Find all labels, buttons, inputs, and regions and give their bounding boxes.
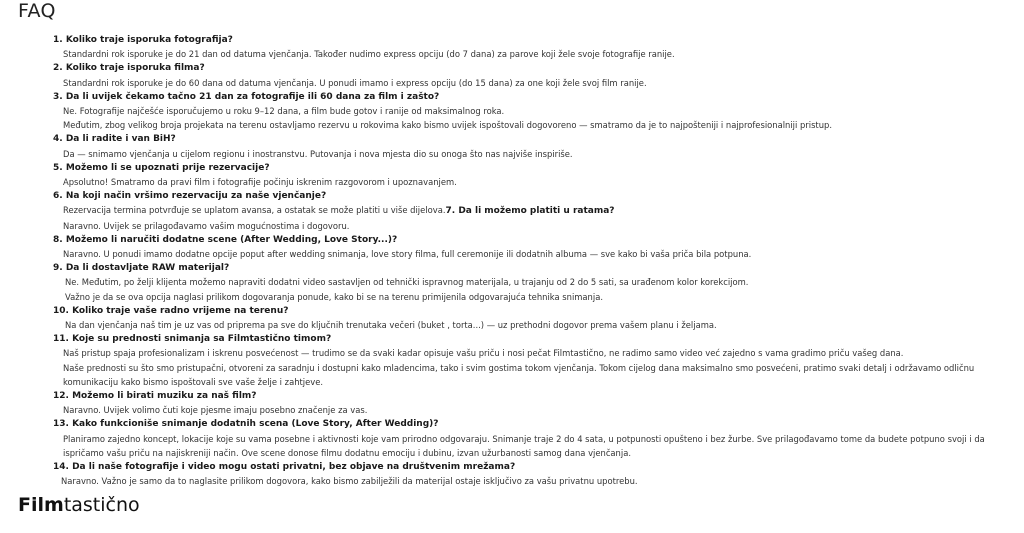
faq-question: 5. Možemo li se upoznati prije rezervacije? bbox=[53, 162, 270, 173]
faq-item bbox=[53, 33, 1013, 61]
faq-question: 13. Kako funkcioniše snimanje dodatnih scena (Love Story, After Wedding)? bbox=[53, 419, 439, 430]
faq-question: 12. Možemo li birati muziku za naš film? bbox=[53, 391, 257, 402]
faq-item bbox=[53, 332, 1013, 389]
faq-question-inline: 7. Da li možemo platiti u ratama? bbox=[445, 206, 615, 217]
faq-item bbox=[53, 189, 1013, 233]
faq-answer: Naravno. Uvijek se prilagođavamo vašim mogućnostima i dogovoru. bbox=[63, 220, 350, 231]
faq-answer bbox=[53, 203, 1013, 218]
faq-answer: Ne. Fotografije najčešće isporučujemo u roku 9–12 dana, a film bude gotov i ranije od maksimalnog roka. bbox=[63, 106, 505, 117]
faq-answer: Važno je da se ova opcija naglasi prilikom dogovaranja ponude, kako bi se na terenu primijenila odgovarajuća tehnika snimanja. bbox=[65, 291, 603, 302]
faq-item bbox=[53, 90, 1013, 133]
faq-answer: Planiramo zajedno koncept, lokacije koje su vama posebne i aktivnosti koje vam prirodno odgovaraju. Snimanje traje 2 do 4 sata, u potpunosti opušteno i bez žurbe. Sve prilagođavamo tome da budete potpuno svoji i da ispričamo vašu priču na najiskreniji način. Ove scene donose filmu dodatnu emociju i dubinu, izvan užurbanosti samog dana vjenčanja. bbox=[63, 433, 985, 458]
faq-item bbox=[53, 132, 1013, 160]
page-title: FAQ bbox=[18, 0, 56, 22]
brand-logo-bold: Film bbox=[18, 494, 64, 516]
faq-item bbox=[53, 261, 1013, 304]
faq-answer: Međutim, zbog velikog broja projekata na terenu ostavljamo rezervu u rokovima kako bismo uvijek ispoštovali dogovoreno — smatramo da je to najpošteniji i najprofesionalniji pristup. bbox=[63, 120, 833, 131]
faq-answer: Apsolutno! Smatramo da pravi film i fotografije počinju iskrenim razgovorom i upoznavanjem. bbox=[63, 177, 457, 188]
faq-answer: Naravno. Uvijek volimo čuti koje pjesme imaju posebno značenje za vas. bbox=[63, 405, 368, 416]
faq-answer: Ne. Međutim, po želji klijenta možemo napraviti dodatni video sastavljen od tehnički ispravnog materijala, u trajanju od 2 do 5 sati, sa urađenom kolor korekcijom. bbox=[65, 277, 749, 288]
faq-item bbox=[53, 417, 1013, 460]
faq-item bbox=[53, 233, 1013, 261]
faq-item bbox=[53, 304, 1013, 332]
faq-question: 4. Da li radite i van BiH? bbox=[53, 134, 176, 145]
faq-question: 2. Koliko traje isporuka filma? bbox=[53, 63, 205, 74]
brand-logo bbox=[18, 494, 140, 516]
faq-question: 14. Da li naše fotografije i video mogu ostati privatni, bez objave na društvenim mrežama? bbox=[53, 462, 516, 473]
faq-answer: Naše prednosti su što smo pristupačni, otvoreni za saradnju i dostupni kako mladencima, tako i svim gostima tokom vjenčanja. Tokom cijelog dana maksimalno smo posvećeni, pratimo svaki detalj i održavamo odličnu komunikaciju kako bismo ispoštovali sve vaše želje i zahtjeve. bbox=[63, 362, 975, 387]
faq-question: 10. Koliko traje vaše radno vrijeme na terenu? bbox=[53, 305, 289, 316]
brand-logo-regular: tastično bbox=[63, 494, 140, 516]
faq-item bbox=[53, 161, 1013, 189]
faq-answer: Standardni rok isporuke je do 60 dana od datuma vjenčanja. U ponudi imamo i express opciju (do 15 dana) za one koji žele svoj film ranije. bbox=[63, 77, 647, 88]
faq-item bbox=[53, 61, 1013, 89]
faq-answer: Standardni rok isporuke je do 21 dan od datuma vjenčanja. Također nudimo express opciju (do 7 dana) za parove koji žele svoje fotografije ranije. bbox=[63, 49, 675, 60]
faq-question: 8. Možemo li naručiti dodatne scene (After Wedding, Love Story...)? bbox=[53, 234, 398, 245]
faq-question: 11. Koje su prednosti snimanja sa Filmtastično timom? bbox=[53, 334, 332, 345]
faq-question: 1. Koliko traje isporuka fotografija? bbox=[53, 35, 233, 45]
faq-answer: Na dan vjenčanja naš tim je uz vas od priprema pa sve do ključnih trenutaka večeri (buket , torta...) — uz prethodni dogovor prema vašem planu i željama. bbox=[65, 320, 717, 331]
faq-answer-text: Rezervacija termina potvrđuje se uplatom avansa, a ostatak se može platiti u više dijelova. bbox=[63, 205, 446, 216]
faq-answer: Naravno. Važno je samo da to naglasite prilikom dogovora, kako bismo zabilježili da materijal ostaje isključivo za vašu privatnu upotrebu. bbox=[61, 476, 638, 487]
faq-question: 3. Da li uvijek čekamo tačno 21 dan za fotografije ili 60 dana za film i zašto? bbox=[53, 91, 440, 102]
faq-question: 6. Na koji način vršimo rezervaciju za naše vjenčanje? bbox=[53, 191, 327, 202]
faq-item bbox=[53, 389, 1013, 417]
faq-list bbox=[53, 33, 1013, 489]
faq-answer: Naš pristup spaja profesionalizam i iskrenu posvećenost — trudimo se da svaki kadar opisuje vašu priču i nosi pečat Filmtastično, ne radimo samo video već zajedno s vama gradimo priču vašeg dana. bbox=[63, 348, 904, 359]
faq-answer: Naravno. U ponudi imamo dodatne opcije poput after wedding snimanja, love story filma, full ceremonije ili dodatnih albuma — sve kako bi vaša priča bila potpuna. bbox=[63, 249, 752, 260]
faq-item bbox=[53, 460, 1013, 488]
faq-question: 9. Da li dostavljate RAW materijal? bbox=[53, 263, 230, 274]
faq-answer: Da — snimamo vjenčanja u cijelom regionu i inostranstvu. Putovanja i nova mjesta dio su onoga što nas najviše inspiriše. bbox=[63, 148, 573, 159]
